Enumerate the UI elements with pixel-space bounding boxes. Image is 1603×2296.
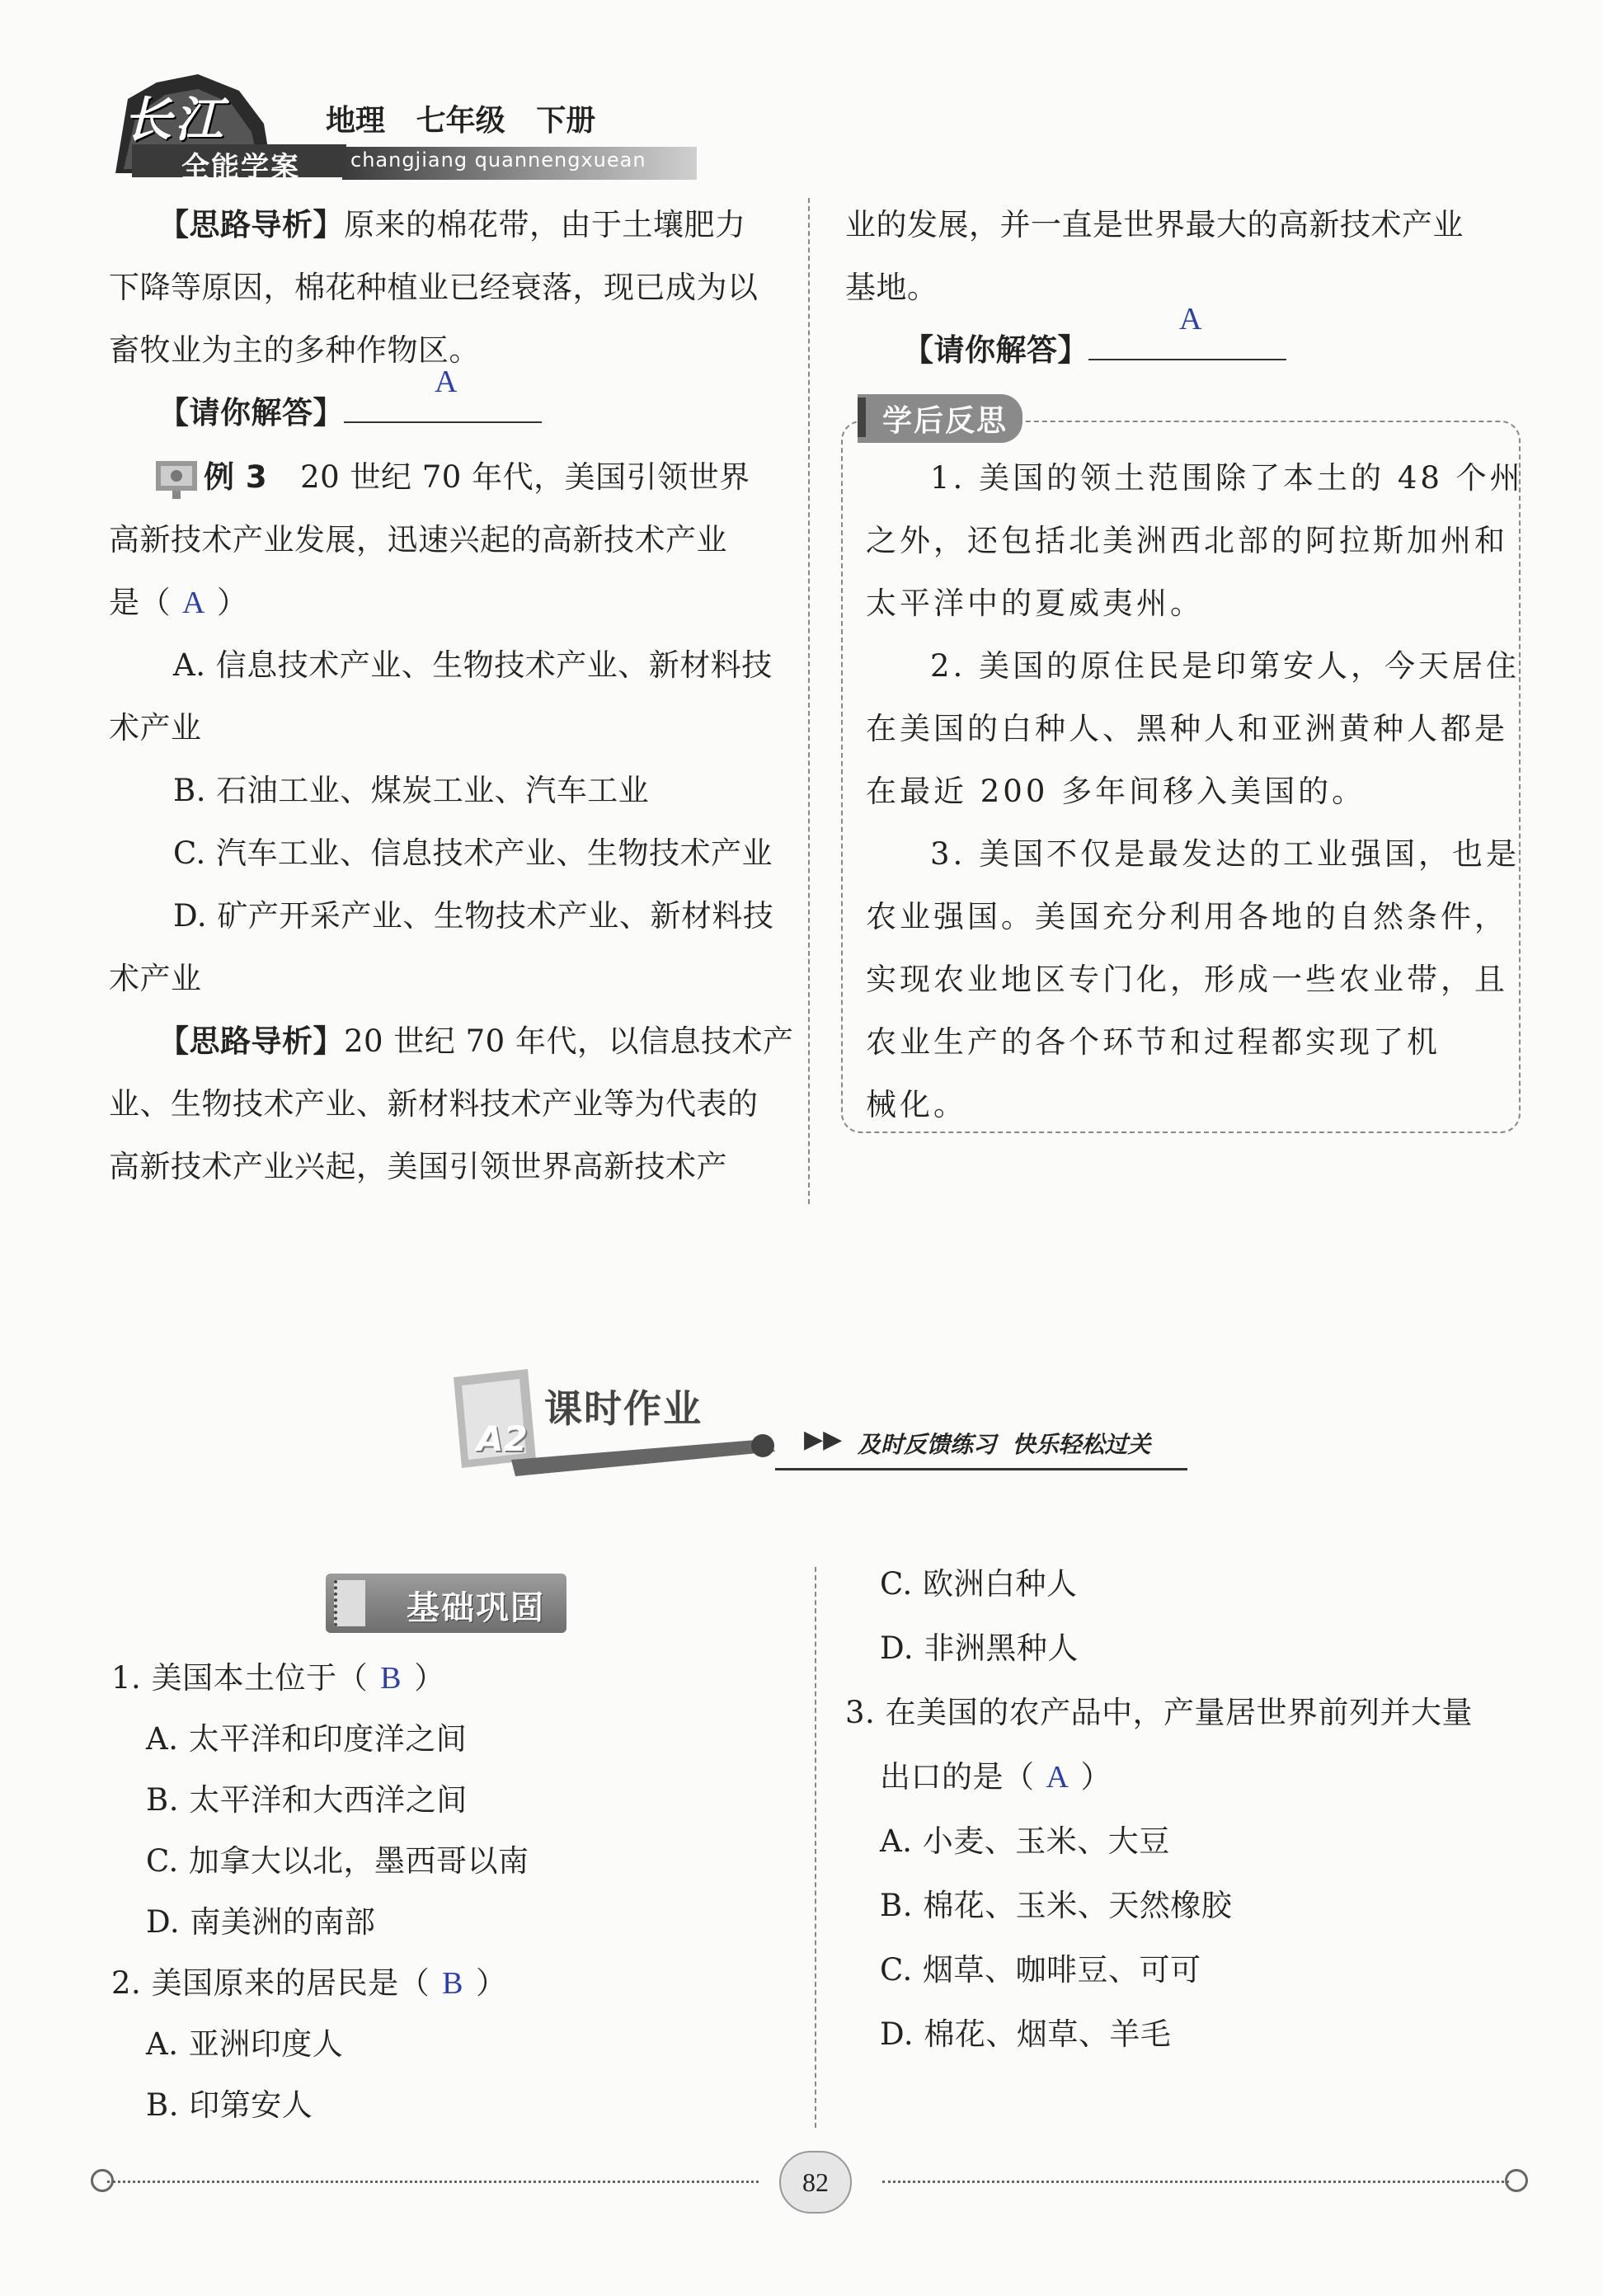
answer1-value: A (435, 365, 458, 399)
q1-stem (111, 1648, 796, 1709)
q3-answer[interactable]: A (1046, 1760, 1069, 1795)
answer1-row (109, 365, 793, 445)
header (107, 66, 701, 190)
reflection-line: 械化。 (866, 1087, 967, 1122)
text: 20 世纪 70 年代，以信息技术产 (344, 1023, 794, 1059)
analysis2-line2: 业、生物技术产业、新材料技术产业等为代表的 (109, 1086, 759, 1122)
text: 出口的是（ (880, 1759, 1035, 1795)
option-a-cont: 术产业 (109, 710, 202, 746)
q1-option-b[interactable]: B. 太平洋和大西洋之间 (146, 1782, 468, 1818)
right-column (845, 194, 1530, 382)
reflection-content (866, 447, 1524, 1136)
text: 2. 美国原来的居民是（ (111, 1965, 430, 2001)
footer-line-left (107, 2181, 759, 2183)
example3-line2: 高新技术产业发展，迅速兴起的高新技术产业 (109, 522, 727, 558)
q3-option-d[interactable]: D. 棉花、烟草、羊毛 (880, 2016, 1172, 2052)
q1-answer[interactable]: B (380, 1661, 402, 1696)
answer2-value: A (1179, 302, 1202, 336)
q2-answer[interactable]: B (442, 1966, 463, 2001)
reflection-line: 1. 美国的领土范围除了本土的 48 个州 (930, 460, 1524, 496)
q2-stem (111, 1953, 796, 2014)
basics-right (845, 1552, 1530, 2067)
analysis1-line2: 下降等原因，棉花种植业已经衰落，现已成为以 (109, 270, 759, 305)
footer-ornament-right (1505, 2169, 1528, 2192)
option-b[interactable]: B. 石油工业、煤炭工业、汽车工业 (173, 773, 650, 808)
answer-label: 【请你解答】 (158, 395, 344, 430)
homework-banner (437, 1361, 1204, 1484)
page-number: 82 (779, 2151, 852, 2214)
reflection-line: 实现农业地区专门化，形成一些农业带，且 (866, 962, 1508, 997)
q3-option-c[interactable]: C. 烟草、咖啡豆、可可 (880, 1952, 1201, 1988)
basics-left (111, 1648, 796, 2136)
q2-option-c[interactable]: C. 欧洲白种人 (880, 1566, 1078, 1602)
reflection-bar (858, 398, 866, 437)
answer-label: 【请你解答】 (903, 332, 1088, 368)
footer-line-right (882, 2181, 1509, 2183)
q2-option-d[interactable]: D. 非洲黑种人 (880, 1630, 1079, 1666)
footer-ornament-left (91, 2169, 114, 2192)
answer1-blank[interactable] (344, 365, 542, 423)
left-column (109, 194, 793, 1198)
reflection-line: 农业生产的各个环节和过程都实现了机 (866, 1024, 1441, 1060)
answer2-blank[interactable] (1088, 302, 1286, 360)
example3-label: 例 3 (204, 459, 268, 495)
q2-option-b[interactable]: B. 印第安人 (146, 2087, 313, 2123)
column-divider-bottom (815, 1567, 816, 2128)
continuation-line2: 基地。 (845, 270, 938, 305)
text: ） (476, 1965, 507, 2001)
answer2-row (845, 302, 1530, 382)
reflection-line: 农业强国。美国充分利用各地的自然条件， (866, 899, 1508, 934)
reflection-line: 2. 美国的原住民是印第安人，今天居住 (930, 648, 1521, 684)
option-a[interactable]: A. 信息技术产业、生物技术产业、新材料技 (173, 647, 773, 683)
analysis2-line3: 高新技术产业兴起，美国引领世界高新技术产 (109, 1149, 727, 1184)
analysis1-line3: 畜牧业为主的多种作物区。 (109, 332, 480, 368)
reflection-line: 太平洋中的夏威夷州。 (866, 586, 1204, 621)
q3-option-b[interactable]: B. 棉花、玉米、天然橡胶 (880, 1888, 1233, 1923)
reflection-line: 之外，还包括北美洲西北部的阿拉斯加州和 (866, 523, 1508, 558)
banner-badge: A2 (477, 1419, 528, 1459)
q2-option-a[interactable]: A. 亚洲印度人 (146, 2026, 344, 2062)
banner-title: 课时作业 (544, 1386, 703, 1431)
example3-answer[interactable]: A (182, 586, 205, 620)
banner-arrows: ▶▶ (804, 1425, 843, 1454)
analysis-label: 【思路导析】 (158, 207, 344, 242)
text: 1. 美国本土位于（ (111, 1660, 369, 1696)
analysis-label: 【思路导析】 (158, 1023, 344, 1059)
column-divider-top (808, 198, 810, 1204)
basics-title: 基础巩固 (407, 1589, 545, 1627)
header-pinyin: changjiang quannengxuean (350, 148, 646, 172)
analysis2-line1 (109, 1010, 793, 1073)
text: 是（ (109, 585, 171, 620)
q1-option-d[interactable]: D. 南美洲的南部 (146, 1904, 376, 1940)
option-c[interactable]: C. 汽车工业、信息技术产业、生物技术产业 (173, 835, 773, 871)
basics-title-box (326, 1574, 566, 1633)
logo-text: 长江 (124, 92, 227, 148)
text: ） (217, 585, 248, 620)
analysis1-line1 (109, 194, 793, 256)
q1-option-c[interactable]: C. 加拿大以北，墨西哥以南 (146, 1843, 529, 1879)
reflection-line: 3. 美国不仅是最发达的工业强国，也是 (930, 836, 1521, 872)
option-d-cont: 术产业 (109, 961, 202, 996)
example3-line1 (109, 446, 793, 509)
reflection-line: 在美国的白种人、黑种人和亚洲黄种人都是 (866, 711, 1508, 746)
text: ） (1080, 1759, 1112, 1795)
header-title: 地理 七年级 下册 (326, 104, 596, 138)
option-d[interactable]: D. 矿产开采产业、生物技术产业、新材料技 (173, 898, 774, 934)
q1-option-a[interactable]: A. 太平洋和印度洋之间 (146, 1721, 468, 1757)
reflection-line: 在最近 200 多年间移入美国的。 (866, 774, 1366, 809)
logo-subtext: 全能学案 (181, 151, 300, 184)
example3-line3 (109, 572, 793, 634)
reflection-title: 学后反思 (858, 394, 1022, 443)
text: 20 世纪 70 年代，美国引领世界 (300, 459, 750, 495)
q3-option-a[interactable]: A. 小麦、玉米、大豆 (880, 1823, 1170, 1859)
q3-stem-line1: 3. 在美国的农产品中，产量居世界前列并大量 (845, 1695, 1474, 1730)
continuation-line1: 业的发展，并一直是世界最大的高新技术产业 (845, 207, 1464, 242)
q3-stem-line2 (845, 1745, 1530, 1809)
footer (91, 2144, 1534, 2218)
text: ） (414, 1660, 445, 1696)
example-icon (154, 458, 199, 502)
banner-slogan: 及时反馈练习 快乐轻松过关 (858, 1431, 1151, 1458)
banner-underline (775, 1468, 1187, 1470)
text: 原来的棉花带，由于土壤肥力 (344, 207, 746, 242)
notebook-icon (334, 1580, 365, 1626)
